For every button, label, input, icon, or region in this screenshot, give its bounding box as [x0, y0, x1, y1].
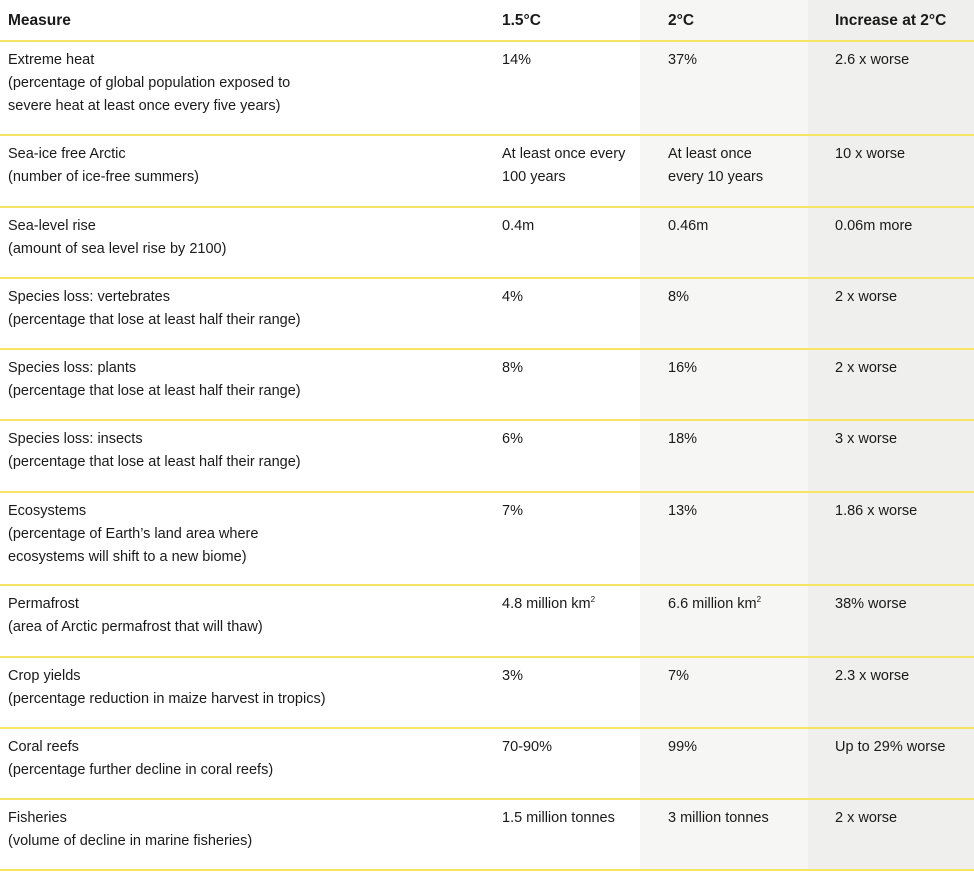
header-increase: Increase at 2°C — [835, 11, 947, 29]
value-1-5c: 8% — [502, 360, 523, 376]
value-1-5c: 7% — [502, 503, 523, 519]
header-row — [0, 0, 974, 42]
value-1-5c: 6% — [502, 431, 523, 447]
value-1-5c: 4% — [502, 289, 523, 305]
table-row — [0, 136, 974, 208]
header-2c: 2°C — [668, 11, 695, 29]
superscript-2: 2 — [756, 595, 762, 604]
measure-cell — [0, 493, 474, 584]
measure-description: (volume of decline in marine fisheries) — [8, 833, 253, 849]
value-increase: 2.3 x worse — [835, 668, 910, 684]
measure-title: Sea-ice free Arctic — [8, 146, 126, 162]
value-2c: 99% — [668, 739, 698, 755]
value-1-5c: 1.5 million tonnes — [502, 810, 615, 826]
value-1-5c: 70-90% — [502, 739, 552, 755]
value-2c: 3 million tonnes — [668, 810, 769, 826]
measure-cell — [0, 421, 474, 491]
measure-cell — [0, 350, 474, 419]
measure-title: Ecosystems — [8, 503, 87, 519]
value-increase: 10 x worse — [835, 146, 906, 162]
measure-cell — [0, 208, 474, 277]
measure-description: (percentage of Earth’s land area where ecosystems will shift to a new biome) — [8, 526, 259, 565]
table-row — [0, 421, 974, 493]
value-increase: Up to 29% worse — [835, 739, 946, 755]
superscript-2: 2 — [590, 595, 596, 604]
value-2c: 13% — [668, 503, 698, 519]
value-1-5c: At least once every 100 years — [502, 146, 626, 185]
measure-description: (percentage that lose at least half their range) — [8, 454, 301, 470]
value-increase: 0.06m more — [835, 218, 913, 234]
value-2c: 0.46m — [668, 218, 709, 234]
measure-cell — [0, 658, 474, 727]
table-row — [0, 208, 974, 279]
value-1-5c: 0.4m — [502, 218, 535, 234]
measure-cell — [0, 279, 474, 348]
measure-cell — [0, 136, 474, 206]
value-text: 4.8 million km — [502, 596, 591, 612]
measure-title: Species loss: insects — [8, 431, 143, 447]
measure-description: (percentage that lose at least half their range) — [8, 312, 301, 328]
measure-title: Fisheries — [8, 810, 67, 826]
value-increase: 2 x worse — [835, 810, 898, 826]
table-row — [0, 42, 974, 136]
measure-cell — [0, 42, 474, 134]
value-increase: 3 x worse — [835, 431, 898, 447]
value-2c: 8% — [668, 289, 689, 305]
header-measure: Measure — [8, 11, 71, 29]
measure-description: (percentage that lose at least half their range) — [8, 383, 301, 399]
value-2c: 18% — [668, 431, 698, 447]
table-row — [0, 586, 974, 658]
measure-cell — [0, 729, 474, 798]
measure-cell — [0, 800, 474, 869]
value-1-5c — [474, 586, 640, 656]
value-1-5c: 3% — [502, 668, 523, 684]
measure-title: Coral reefs — [8, 739, 79, 755]
value-2c: 7% — [668, 668, 689, 684]
measure-description: (percentage reduction in maize harvest in tropics) — [8, 691, 326, 707]
measure-title: Sea-level rise — [8, 218, 96, 234]
header-1-5c: 1.5°C — [502, 11, 541, 29]
value-2c: 16% — [668, 360, 698, 376]
value-text: 6.6 million km — [668, 596, 757, 612]
measure-title: Species loss: plants — [8, 360, 137, 376]
value-2c: At least once every 10 years — [668, 146, 764, 185]
measure-description: (area of Arctic permafrost that will thaw) — [8, 619, 263, 635]
value-2c: 37% — [668, 52, 698, 68]
table-row — [0, 493, 974, 586]
measure-title: Crop yields — [8, 668, 81, 684]
value-increase: 2 x worse — [835, 360, 898, 376]
table-row — [0, 800, 974, 871]
measure-title: Permafrost — [8, 596, 79, 612]
measure-description: (percentage further decline in coral reefs) — [8, 762, 274, 778]
value-1-5c: 14% — [502, 52, 532, 68]
measure-description: (percentage of global population exposed to severe heat at least once every five years) — [8, 75, 291, 114]
table-row — [0, 658, 974, 729]
table-row — [0, 279, 974, 350]
measure-cell — [0, 586, 474, 656]
table-row — [0, 729, 974, 800]
measure-description: (number of ice-free summers) — [8, 169, 199, 185]
measure-title: Species loss: vertebrates — [8, 289, 170, 305]
measure-title: Extreme heat — [8, 52, 95, 68]
value-increase: 2 x worse — [835, 289, 898, 305]
value-increase: 2.6 x worse — [835, 52, 910, 68]
value-2c — [640, 586, 808, 656]
value-increase: 1.86 x worse — [835, 503, 918, 519]
table-row — [0, 350, 974, 421]
value-increase: 38% worse — [835, 596, 907, 612]
measure-description: (amount of sea level rise by 2100) — [8, 241, 227, 257]
